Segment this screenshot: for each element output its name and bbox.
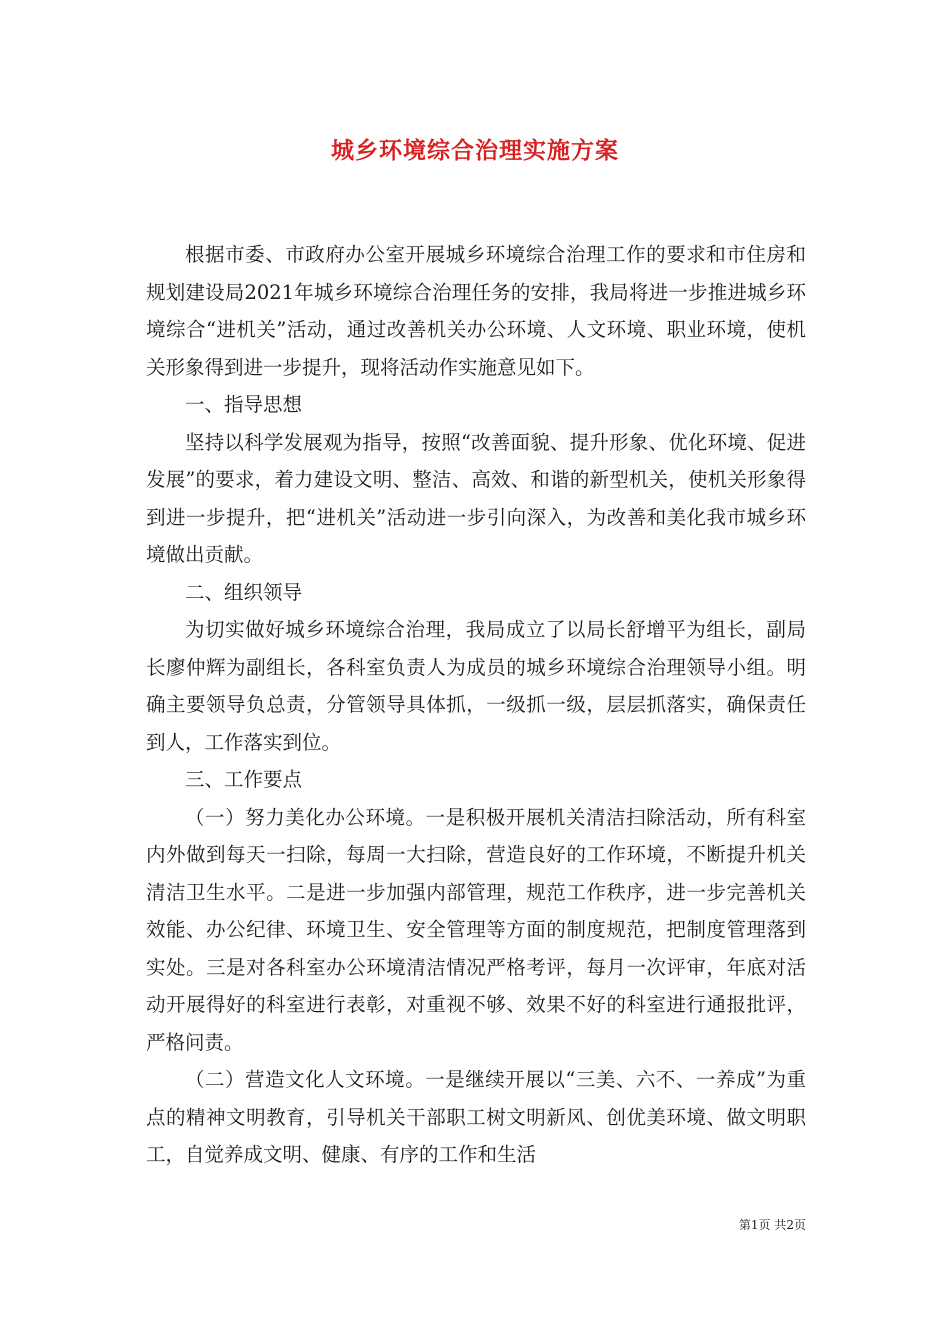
heading-work-points: 三、工作要点 [185,768,303,791]
page-title: 城乡环境综合治理实施方案 [331,137,619,164]
paragraph-organization: 为切实做好城乡环境综合治理，我局成立了以局长舒增平为组长，副局长廖仲辉为副组长，各科室负责人为成员的城乡环境综合治理领导小组。明确主要领导负总责，分管领导具体抓，一级抓一级，层层抓落实，确保责任到人，工作落实到位。 [146,618,806,754]
heading-guiding-thought: 一、指导思想 [185,393,303,416]
paragraph-office-environment: （一）努力美化办公环境。一是积极开展机关清洁扫除活动，所有科室内外做到每天一扫除，每周一大扫除，营造良好的工作环境，不断提升机关清洁卫生水平。二是进一步加强内部管理，规范工作秩序，进一步完善机关效能、办公纪律、环境卫生、安全管理等方面的制度规范，把制度管理落到实处。三是对各科室办公环境清洁情况严格考评，每月一次评审，年底对活动开展得好的科室进行表彰，对重视不够、效果不好的科室进行通报批评，严格问责。 [146,805,806,1054]
paragraph-guiding-thought: 坚持以科学发展观为指导，按照“改善面貌、提升形象、优化环境、促进发展”的要求，着力建设文明、整洁、高效、和谐的新型机关，使机关形象得到进一步提升，把“进机关”活动进一步引向深入，为改善和美化我市城乡环境做出贡献。 [146,430,806,566]
paragraph-cultural-environment: （二）营造文化人文环境。一是继续开展以“三美、六不、一养成”为重点的精神文明教育，引导机关干部职工树文明新风、创优美环境、做文明职工，自觉养成文明、健康、有序的工作和生活 [146,1068,806,1166]
heading-organization: 二、组织领导 [185,580,303,604]
document-body [146,236,806,1174]
paragraph-intro: 根据市委、市政府办公室开展城乡环境综合治理工作的要求和市住房和规划建设局2021年城乡环境综合治理任务的安排，我局将进一步推进城乡环境综合“进机关”活动，通过改善机关办公环境、人文环境、职业环境，使机关形象得到进一步提升，现将活动作实施意见如下。 [146,243,806,379]
page-footer: 第1页 共2页 [738,1218,806,1232]
